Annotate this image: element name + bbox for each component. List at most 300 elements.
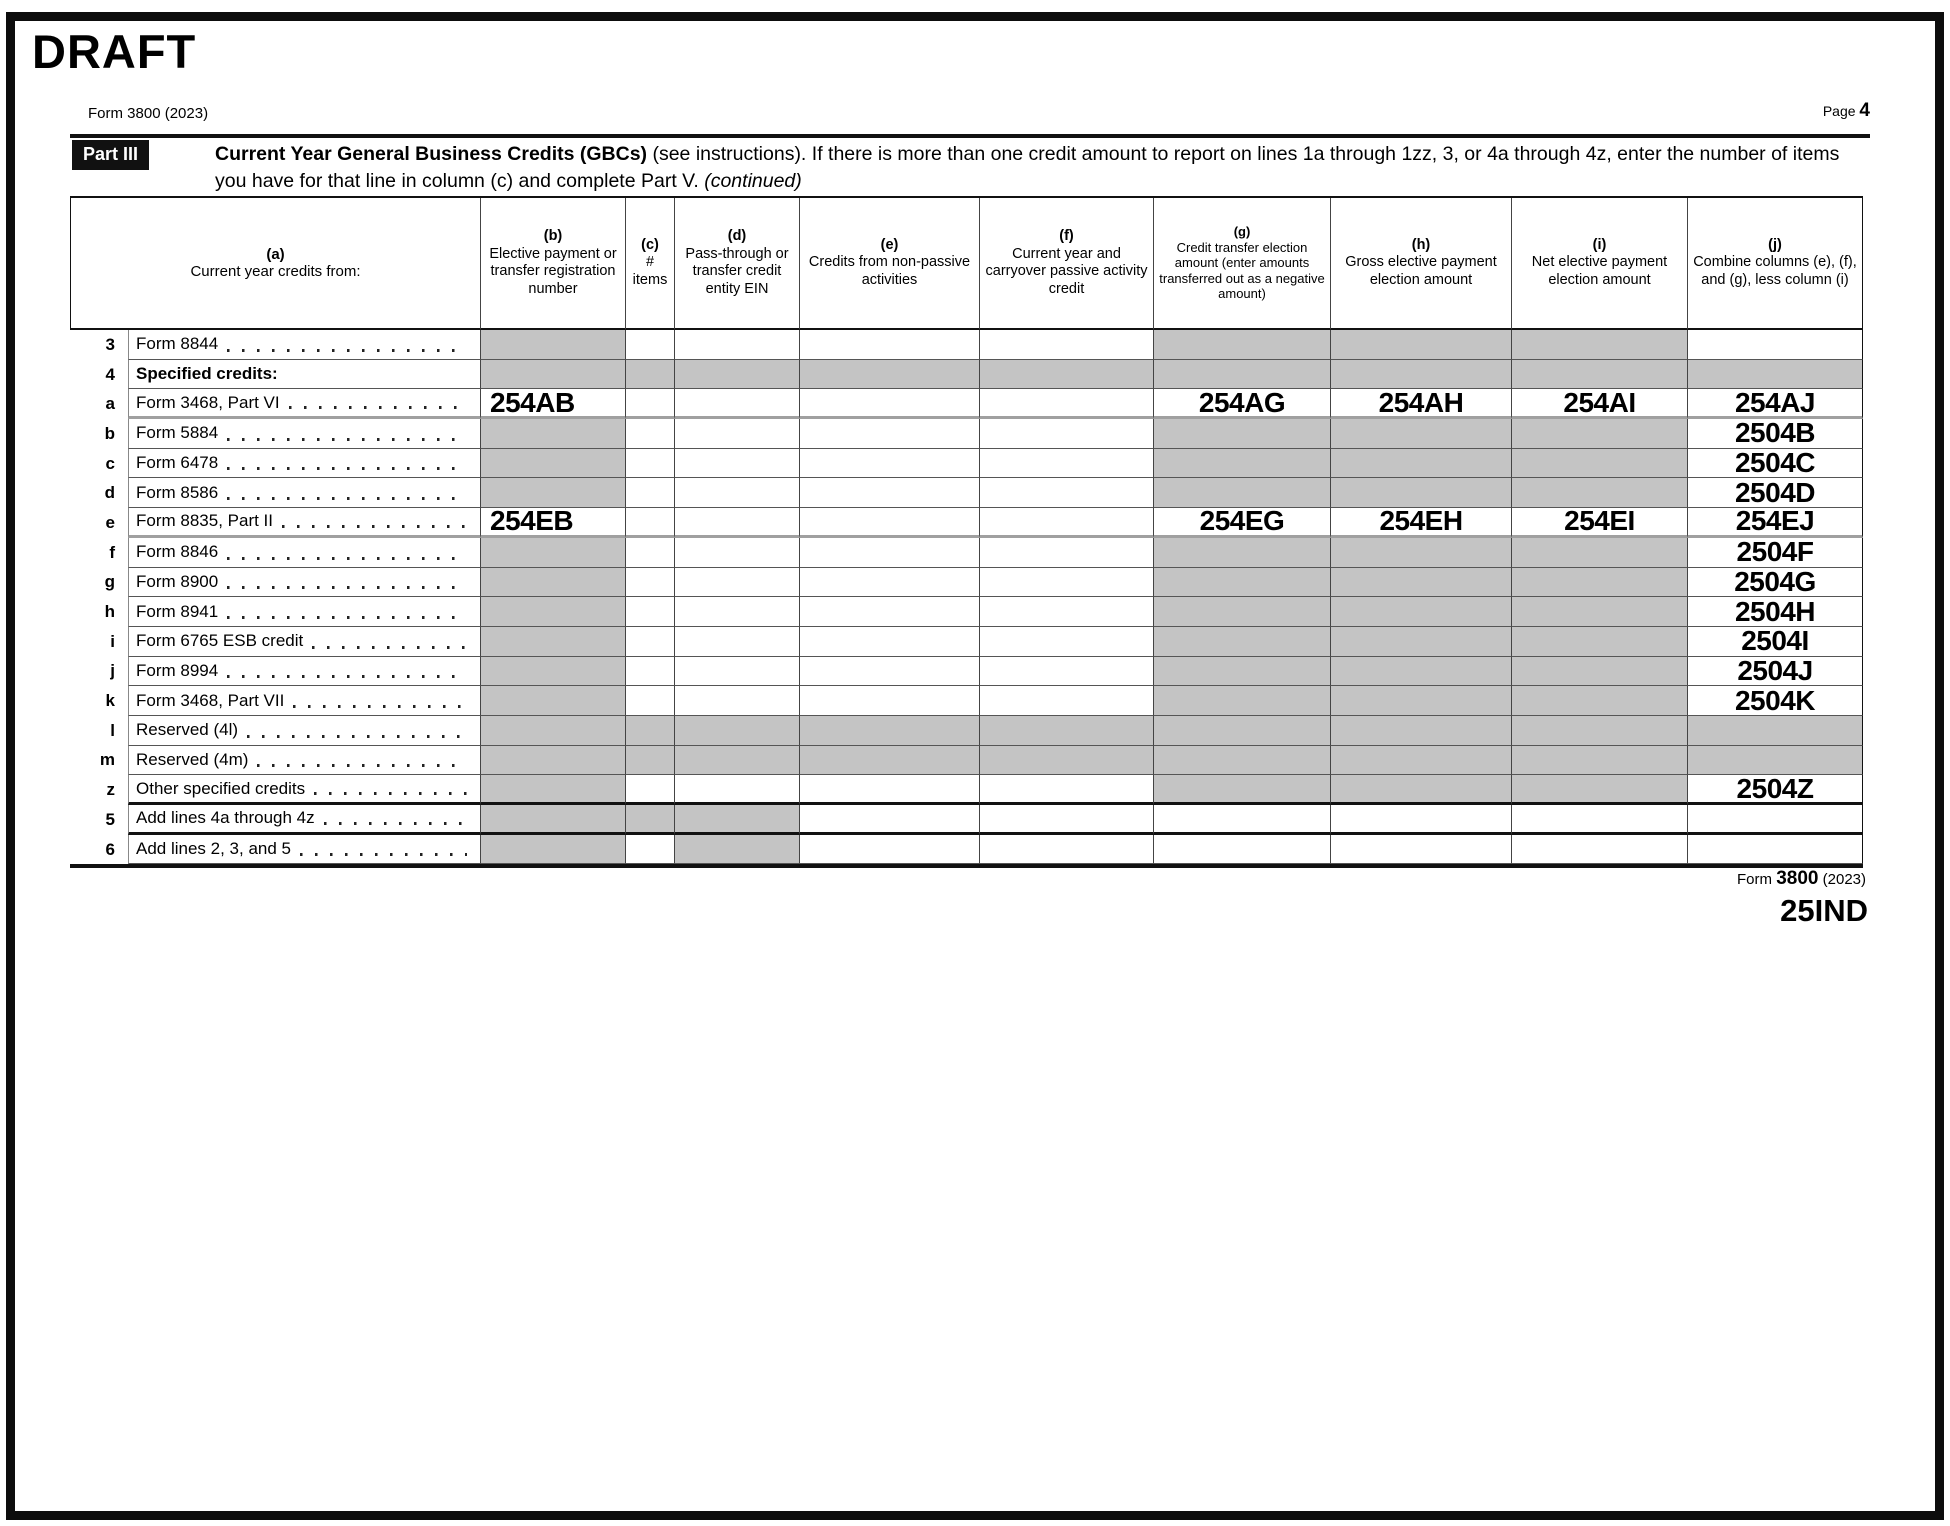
- cell-a-h: [1330, 389, 1511, 419]
- table-row-a: [70, 389, 1863, 419]
- cell-m-c: [625, 746, 674, 776]
- header-cell-i: [1511, 198, 1687, 330]
- cell-3-c: [625, 330, 674, 360]
- row-number: 4: [105, 364, 115, 384]
- column-letter: (f): [1059, 228, 1074, 244]
- cell-5-h: [1330, 805, 1511, 835]
- cell-k-g: [1153, 686, 1330, 716]
- cell-h-e: [799, 597, 979, 627]
- column-label: Credits from non-passive activities: [808, 254, 971, 288]
- cell-f-g: [1153, 538, 1330, 568]
- row-number: k: [105, 691, 115, 711]
- dot-leader: [289, 406, 467, 409]
- row-description-text: Form 8835, Part II: [136, 511, 273, 531]
- table-row-b: [70, 419, 1863, 449]
- row-number: i: [110, 631, 115, 651]
- cell-l-g: [1153, 716, 1330, 746]
- row-description-text: Form 6765 ESB credit: [136, 631, 304, 651]
- cell-3-g: [1153, 330, 1330, 360]
- cell-g-f: [979, 568, 1153, 598]
- cell-l-f: [979, 716, 1153, 746]
- cell-3-e: [799, 330, 979, 360]
- row-description: [128, 360, 480, 390]
- table-header-row: [70, 196, 1863, 330]
- column-letter: (d): [727, 228, 747, 244]
- cell-z-i: [1511, 775, 1687, 805]
- page-number: Page 4: [1822, 100, 1870, 121]
- row-description-text: Form 8844: [136, 334, 219, 354]
- row-description-text: Form 6478: [136, 453, 219, 473]
- cell-a-f: [979, 389, 1153, 419]
- cell-m-f: [979, 746, 1153, 776]
- row-number: f: [109, 542, 115, 562]
- header-cell-b: [480, 198, 625, 330]
- dot-leader: [300, 853, 467, 856]
- cell-e-e: [799, 508, 979, 538]
- cell-value: 254AB: [490, 389, 575, 418]
- column-letter: (g): [1233, 224, 1251, 240]
- cell-4-j: [1687, 360, 1863, 390]
- dot-leader: [282, 525, 467, 528]
- cell-a-i: [1511, 389, 1687, 419]
- cell-value: 254EI: [1564, 508, 1635, 537]
- form-reference: Form 3800 (2023): [88, 105, 209, 122]
- cell-value: 2504G: [1734, 567, 1816, 597]
- cell-g-j: [1687, 568, 1863, 598]
- row-description-text: Form 8900: [136, 571, 219, 591]
- row-description: [128, 330, 480, 360]
- row-number: g: [104, 572, 115, 592]
- cell-z-d: [674, 775, 799, 805]
- cell-h-c: [625, 597, 674, 627]
- cell-3-h: [1330, 330, 1511, 360]
- cell-b-f: [979, 419, 1153, 449]
- cell-a-j: [1687, 389, 1863, 419]
- cell-6-i: [1511, 835, 1687, 865]
- cell-b-e: [799, 419, 979, 449]
- cell-4-i: [1511, 360, 1687, 390]
- cell-4-c: [625, 360, 674, 390]
- cell-j-d: [674, 657, 799, 687]
- row-number: j: [110, 661, 115, 681]
- cell-i-i: [1511, 627, 1687, 657]
- cell-d-d: [674, 478, 799, 508]
- cell-g-i: [1511, 568, 1687, 598]
- cell-6-h: [1330, 835, 1511, 865]
- part-title-continued: (continued): [704, 169, 802, 192]
- cell-value: 2504D: [1734, 478, 1815, 508]
- column-letter: (j): [1768, 236, 1782, 253]
- cell-h-i: [1511, 597, 1687, 627]
- cell-k-h: [1330, 686, 1511, 716]
- table-row-l: [70, 716, 1863, 746]
- cell-e-c: [625, 508, 674, 538]
- cell-d-j: [1687, 478, 1863, 508]
- cell-k-f: [979, 686, 1153, 716]
- cell-i-d: [674, 627, 799, 657]
- cell-g-e: [799, 568, 979, 598]
- cell-m-h: [1330, 746, 1511, 776]
- cell-value: 254AG: [1198, 389, 1286, 418]
- cell-value: 254AJ: [1734, 389, 1815, 418]
- row-description-text: Reserved (4l): [136, 720, 239, 740]
- header-cell-h: [1330, 198, 1511, 330]
- cell-k-i: [1511, 686, 1687, 716]
- cell-e-h: [1330, 508, 1511, 538]
- column-label: Combine columns (e), (f), and (g), less column (i): [1693, 254, 1857, 288]
- cell-e-j: [1687, 508, 1863, 538]
- cell-g-c: [625, 568, 674, 598]
- cell-k-d: [674, 686, 799, 716]
- cell-g-b: [480, 568, 625, 598]
- form-header-line: [88, 100, 1870, 122]
- table-row-f: [70, 538, 1863, 568]
- dot-leader: [293, 705, 467, 708]
- cell-6-e: [799, 835, 979, 865]
- cell-m-b: [480, 746, 625, 776]
- cell-3-f: [979, 330, 1153, 360]
- dot-leader: [324, 822, 467, 825]
- column-label: Pass-through or transfer credit entity EIN: [685, 245, 789, 297]
- cell-k-b: [480, 686, 625, 716]
- cell-m-e: [799, 746, 979, 776]
- cell-j-f: [979, 657, 1153, 687]
- part-title-bold: Current Year General Business Credits (GBCs): [215, 143, 648, 165]
- cell-d-b: [480, 478, 625, 508]
- cell-b-b: [480, 419, 625, 449]
- cell-j-g: [1153, 657, 1330, 687]
- row-description: [128, 508, 480, 538]
- dot-leader: [227, 586, 467, 589]
- cell-b-i: [1511, 419, 1687, 449]
- column-label: Credit transfer election amount (enter amounts transferred out as a negative amount): [1159, 239, 1325, 302]
- row-description-text: Form 8846: [136, 542, 219, 562]
- header-cell-c: [625, 198, 674, 330]
- cell-b-h: [1330, 419, 1511, 449]
- cell-value: 2504J: [1737, 656, 1813, 686]
- row-number: e: [105, 512, 115, 532]
- cell-4-f: [979, 360, 1153, 390]
- row-description-text: Form 3468, Part VI: [136, 392, 280, 412]
- cell-j-b: [480, 657, 625, 687]
- cell-6-d: [674, 835, 799, 865]
- header-cell-a: [70, 198, 480, 330]
- row-description-text: Add lines 4a through 4z: [136, 808, 315, 828]
- dot-leader: [227, 467, 467, 470]
- cell-6-g: [1153, 835, 1330, 865]
- row-number: 5: [105, 809, 115, 829]
- cell-f-j: [1687, 538, 1863, 568]
- cell-c-g: [1153, 449, 1330, 479]
- dot-leader: [314, 792, 467, 795]
- cell-e-f: [979, 508, 1153, 538]
- cell-l-d: [674, 716, 799, 746]
- cell-h-h: [1330, 597, 1511, 627]
- row-description: [128, 657, 480, 687]
- cell-d-f: [979, 478, 1153, 508]
- table-row-c: [70, 449, 1863, 479]
- cell-f-b: [480, 538, 625, 568]
- column-label: # items: [632, 254, 668, 288]
- cell-f-d: [674, 538, 799, 568]
- row-description: [128, 538, 480, 568]
- cell-f-h: [1330, 538, 1511, 568]
- cell-6-f: [979, 835, 1153, 865]
- dot-leader: [227, 675, 467, 678]
- cell-value: 254AI: [1563, 389, 1636, 418]
- credits-table: [70, 196, 1863, 868]
- row-description: [128, 627, 480, 657]
- row-description: [128, 716, 480, 746]
- cell-a-d: [674, 389, 799, 419]
- table-row-j: [70, 657, 1863, 687]
- cell-6-j: [1687, 835, 1863, 865]
- cell-value: 254EJ: [1735, 508, 1815, 537]
- cell-k-c: [625, 686, 674, 716]
- dot-leader: [312, 646, 467, 649]
- cell-i-h: [1330, 627, 1511, 657]
- cell-h-b: [480, 597, 625, 627]
- draft-code-watermark: 25IND: [1780, 893, 1868, 928]
- cell-m-d: [674, 746, 799, 776]
- row-description: [128, 449, 480, 479]
- cell-c-h: [1330, 449, 1511, 479]
- cell-f-e: [799, 538, 979, 568]
- cell-value: 2504H: [1734, 597, 1815, 627]
- column-letter: (b): [543, 228, 563, 244]
- column-label: Current year and carryover passive activity credit: [985, 245, 1148, 297]
- cell-h-f: [979, 597, 1153, 627]
- cell-value: 254EH: [1379, 508, 1463, 537]
- cell-h-j: [1687, 597, 1863, 627]
- cell-5-i: [1511, 805, 1687, 835]
- cell-z-b: [480, 775, 625, 805]
- dot-leader: [257, 764, 467, 767]
- row-description: [128, 568, 480, 598]
- cell-l-b: [480, 716, 625, 746]
- cell-e-b: [480, 508, 625, 538]
- dot-leader: [227, 438, 467, 441]
- column-label: Gross elective payment election amount: [1345, 254, 1497, 288]
- cell-3-d: [674, 330, 799, 360]
- cell-k-e: [799, 686, 979, 716]
- column-letter: (e): [880, 236, 899, 253]
- cell-d-c: [625, 478, 674, 508]
- cell-5-c: [625, 805, 674, 835]
- header-cell-f: [979, 198, 1153, 330]
- cell-z-e: [799, 775, 979, 805]
- cell-e-g: [1153, 508, 1330, 538]
- cell-5-d: [674, 805, 799, 835]
- cell-f-c: [625, 538, 674, 568]
- row-description: [128, 775, 480, 805]
- row-description: [128, 419, 480, 449]
- cell-b-d: [674, 419, 799, 449]
- cell-i-c: [625, 627, 674, 657]
- cell-z-f: [979, 775, 1153, 805]
- cell-g-h: [1330, 568, 1511, 598]
- cell-b-j: [1687, 419, 1863, 449]
- cell-m-i: [1511, 746, 1687, 776]
- row-description-text: Form 8994: [136, 660, 219, 680]
- cell-z-j: [1687, 775, 1863, 805]
- cell-value: 2504C: [1734, 448, 1815, 479]
- cell-g-d: [674, 568, 799, 598]
- row-description-text: Form 3468, Part VII: [136, 690, 285, 710]
- cell-a-g: [1153, 389, 1330, 419]
- row-description-text: Add lines 2, 3, and 5: [136, 839, 292, 859]
- dot-leader: [227, 497, 467, 500]
- cell-c-i: [1511, 449, 1687, 479]
- row-description: [128, 746, 480, 776]
- cell-3-i: [1511, 330, 1687, 360]
- cell-value: 254AH: [1378, 389, 1464, 418]
- cell-j-j: [1687, 657, 1863, 687]
- cell-l-h: [1330, 716, 1511, 746]
- cell-5-e: [799, 805, 979, 835]
- cell-a-c: [625, 389, 674, 419]
- column-label: Elective payment or transfer registration number: [489, 245, 617, 297]
- cell-g-g: [1153, 568, 1330, 598]
- cell-f-i: [1511, 538, 1687, 568]
- cell-z-c: [625, 775, 674, 805]
- row-description-text: Form 8586: [136, 482, 219, 502]
- row-number: 3: [105, 334, 115, 354]
- table-row-k: [70, 686, 1863, 716]
- cell-6-b: [480, 835, 625, 865]
- dot-leader: [227, 616, 467, 619]
- cell-5-f: [979, 805, 1153, 835]
- cell-m-j: [1687, 746, 1863, 776]
- header-cell-d: [674, 198, 799, 330]
- cell-l-c: [625, 716, 674, 746]
- row-description-text: Form 5884: [136, 423, 219, 443]
- cell-value: 2504F: [1736, 537, 1814, 568]
- cell-4-g: [1153, 360, 1330, 390]
- row-number: 6: [105, 839, 115, 859]
- dot-leader: [227, 557, 467, 560]
- cell-j-e: [799, 657, 979, 687]
- column-letter: (i): [1592, 236, 1607, 253]
- row-description-text: Specified credits:: [136, 364, 278, 384]
- row-number: b: [104, 423, 115, 443]
- column-letter: (h): [1411, 236, 1431, 253]
- cell-d-h: [1330, 478, 1511, 508]
- cell-e-i: [1511, 508, 1687, 538]
- cell-i-e: [799, 627, 979, 657]
- part-iii-badge: Part III: [72, 140, 149, 170]
- cell-c-b: [480, 449, 625, 479]
- row-description: [128, 835, 480, 865]
- dot-leader: [247, 735, 467, 738]
- cell-c-c: [625, 449, 674, 479]
- cell-z-g: [1153, 775, 1330, 805]
- row-number: m: [99, 750, 115, 770]
- cell-4-b: [480, 360, 625, 390]
- table-row-d: [70, 478, 1863, 508]
- row-description: [128, 478, 480, 508]
- header-cell-e: [799, 198, 979, 330]
- cell-3-b: [480, 330, 625, 360]
- part-title-rest: (see instructions). If there is more than one credit amount to report on lines 1a through 1zz, 3, or 4a through 4z, enter the number of items you have for that line in column (c) and complete Part V.: [215, 143, 1840, 192]
- row-description: [128, 389, 480, 419]
- table-row-6: [70, 835, 1863, 865]
- part-title: [215, 141, 1870, 194]
- cell-a-b: [480, 389, 625, 419]
- cell-h-g: [1153, 597, 1330, 627]
- cell-d-e: [799, 478, 979, 508]
- cell-4-e: [799, 360, 979, 390]
- cell-d-g: [1153, 478, 1330, 508]
- table-row-m: [70, 746, 1863, 776]
- row-description: [128, 686, 480, 716]
- row-description: [128, 805, 480, 835]
- cell-c-e: [799, 449, 979, 479]
- column-letter: (c): [641, 236, 659, 253]
- row-description: [128, 597, 480, 627]
- table-row-e: [70, 508, 1863, 538]
- column-label: Net elective payment election amount: [1531, 254, 1668, 288]
- section-divider: [70, 134, 1870, 138]
- cell-4-h: [1330, 360, 1511, 390]
- cell-i-f: [979, 627, 1153, 657]
- cell-c-j: [1687, 449, 1863, 479]
- draft-watermark: DRAFT: [32, 25, 197, 78]
- row-description-text: Other specified credits: [136, 778, 306, 798]
- header-cell-j: [1687, 198, 1863, 330]
- table-row-i: [70, 627, 1863, 657]
- table-row-h: [70, 597, 1863, 627]
- cell-value: 2504Z: [1736, 775, 1814, 804]
- cell-i-b: [480, 627, 625, 657]
- dot-leader: [227, 349, 467, 352]
- row-number: c: [105, 453, 115, 473]
- table-row-g: [70, 568, 1863, 598]
- cell-c-f: [979, 449, 1153, 479]
- cell-e-d: [674, 508, 799, 538]
- cell-c-d: [674, 449, 799, 479]
- cell-b-g: [1153, 419, 1330, 449]
- cell-i-g: [1153, 627, 1330, 657]
- cell-k-j: [1687, 686, 1863, 716]
- cell-d-i: [1511, 478, 1687, 508]
- row-number: z: [106, 780, 115, 800]
- cell-i-j: [1687, 627, 1863, 657]
- cell-l-i: [1511, 716, 1687, 746]
- column-letter: (a): [266, 245, 285, 263]
- cell-value: 2504I: [1741, 626, 1809, 657]
- row-description-text: Reserved (4m): [136, 749, 249, 769]
- row-number: d: [104, 483, 115, 503]
- row-number: a: [105, 394, 115, 414]
- cell-4-d: [674, 360, 799, 390]
- cell-j-c: [625, 657, 674, 687]
- cell-3-j: [1687, 330, 1863, 360]
- cell-5-j: [1687, 805, 1863, 835]
- table-row-5: [70, 805, 1863, 835]
- cell-value: 254EB: [490, 508, 574, 537]
- cell-j-h: [1330, 657, 1511, 687]
- cell-l-e: [799, 716, 979, 746]
- row-description-text: Form 8941: [136, 601, 219, 621]
- row-number: l: [110, 720, 115, 740]
- cell-b-c: [625, 419, 674, 449]
- cell-value: 2504B: [1734, 419, 1815, 449]
- cell-5-g: [1153, 805, 1330, 835]
- column-label: Current year credits from:: [190, 263, 361, 280]
- cell-m-g: [1153, 746, 1330, 776]
- row-number: h: [104, 602, 115, 622]
